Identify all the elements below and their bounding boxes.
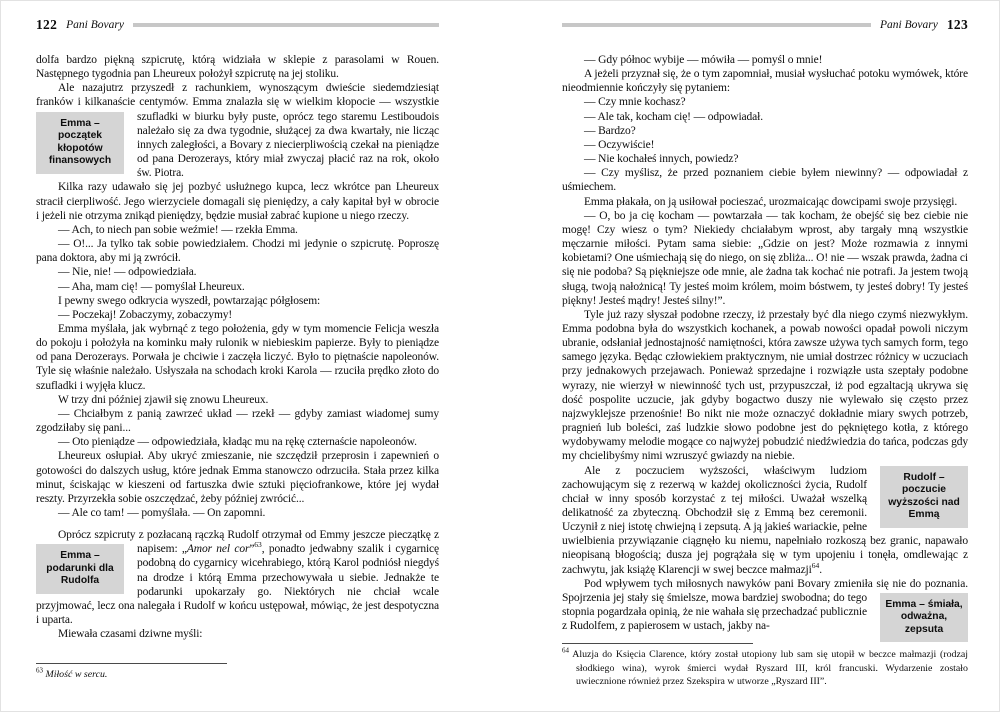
page-122 (1, 1, 500, 712)
paragraph (562, 308, 968, 464)
text-run: — Poczekaj! Zobaczymy, zobaczymy! (58, 308, 233, 321)
paragraph (36, 393, 439, 407)
running-title: Pani Bovary (66, 19, 124, 31)
footnote-block-right (562, 643, 968, 689)
paragraph (36, 435, 439, 449)
page-header-left (36, 18, 439, 32)
text-run: Emma myślała, jak wybrnąć z tego położenia, gdy w tym momencie Felicja weszła do pokoju i położyła na kominku mały rulonik w niebieskim papierze. Były to pieniądze od pana Derozerays. Porwała je chciwie i zaczęła liczyć. Było to piętnaście napoleonów. Tyle się właśnie należało. Usłyszała na schodach kroki Karola — rzuciła prędko złoto do szufladki i wyjęła klucz. (36, 322, 439, 392)
text-run: — Czy mnie kochasz? (584, 96, 686, 109)
text-run: — Nie kochałeś innych, powiedz? (584, 153, 739, 166)
paragraph (562, 152, 968, 166)
page-number: 122 (36, 17, 58, 32)
footnote-ref-64: 64 (811, 560, 820, 570)
text-run-italic: Amor nel cor (186, 543, 250, 556)
margin-note-emma-smiala: Emma – śmiała, odważna, zepsuta (880, 593, 968, 643)
text-run: dolfa bardzo piękną szpicrutę, którą widziała w sklepie z parasolami w Rouen. Następnego tygodnia pan Lheureux położył szpicrutę na jej stoliku. (36, 54, 439, 81)
paragraph (36, 280, 439, 294)
text-run: — Ach, to niech pan sobie weźmie! — rzekła Emma. (58, 223, 298, 236)
page-body-left (36, 53, 439, 641)
text-run: Miewała czasami dziwne myśli: (58, 628, 203, 641)
text-run: Ale nazajutrz przyszedł z rachunkiem, wynoszącym dwieście siedemdziesiąt franków i kilkanaście centymów. Emma znalazła się w wielkim kłopocie — wszystkie (36, 82, 439, 109)
footnote-rule (36, 663, 227, 664)
text-run: — Nie, nie! — odpowiedziała. (58, 266, 197, 279)
paragraph (36, 627, 439, 641)
paragraph (36, 81, 439, 180)
text-run: szufladki w biurku były puste, oprócz tego staremu Lestiboudois należało się za dwa tygodnie, służącej za dwa kwartały, nie licząc innych zaległości, a Bovary z niecierpliwością czekał na pieniądze od pana Derozerays, który miał zwyczaj płacić raz na rok, około św. Piotra. (137, 110, 439, 180)
text-run: — Czy myślisz, że przed poznaniem ciebie byłem niewinny? — odpowiadał z uśmiechem. (562, 167, 968, 194)
paragraph (36, 237, 439, 265)
margin-note-emma-podarunki: Emma – podarunki dla Rudolfa (36, 544, 124, 594)
page-123 (500, 1, 999, 712)
paragraph (36, 180, 439, 222)
paragraph (562, 138, 968, 152)
header-rule (133, 23, 439, 27)
paragraph (562, 110, 968, 124)
text-run: pieczątkę z napisem: „ (137, 529, 439, 556)
margin-note-rudolf-wyzszosc: Rudolf – poczucie wyższości nad Emmą (880, 466, 968, 528)
paragraph (562, 464, 968, 577)
paragraph (562, 67, 968, 95)
text-run: — Gdy północ wybije — mówiła — pomyśl o mnie! (584, 54, 823, 66)
footnote-text: Miłość w sercu. (45, 669, 108, 680)
page-number: 123 (946, 17, 968, 32)
text-run: A jeżeli przyznał się, że o tym zapomniał, musiał wysłuchać potoku wymówek, które nieodmiennie kończyły się pytaniem: (562, 68, 968, 95)
text-run: — Aha, mam cię! — pomyślał Lheureux. (58, 280, 245, 293)
text-run: Oprócz szpicruty z pozłacaną rączką Rudolf otrzymał od Emmy jeszcze (58, 529, 389, 542)
text-run: Emma płakała, on ją usiłował pocieszać, urozmaicając dowcipami swoje przysięgi. (584, 195, 958, 208)
paragraph (562, 53, 968, 67)
text-run: Tyle już razy słyszał podobne rzeczy, iż przestały być dla niego czymś niezwykłym. Emma podobna była do wszystkich kochanek, a powab nowości opadał powoli niczym ubranie, odsłaniał jednostajność namiętności, która zawsze używa tych samych form, tego samego języka. Będąc człowiekiem praktycznym, nie umiał dostrzec różnicy w uczuciach przy jednakowych przejawach. Ponieważ sprzedajne i rozwiązłe usta szeptały podobne wyrazy, nie wierzył w niewinność tych ust, przypuszczał, iż pod egzaltacją ukrywa się dość pospolite uczucie, jak gdyby bogactwo duszy nie wylewało się często przez najzwyklejsze przenośnie! Bo nikt nie może oznaczyć dokładnie miary swych potrzeb, pragnień lub boleści, zaś ludzkie słowo podobne jest do pękniętego kotła, z którego wydobywamy melodie mogące co najwyżej pobudzić niedźwiedzia do tańca, podczas gdy my chcielibyśmy nimi wzruszyć gwiazdy na niebie. (562, 308, 968, 463)
text-run: Spojrzenia jej stały się śmielsze, mowa bardziej swobodna; do tego stopnia pogardzała opinią, że nie wahała się przechadzać publicznie z Rudolfem, z papierosem w ustach, jakby na- (562, 591, 867, 633)
page-header-right (562, 18, 968, 32)
text-run: , ponadto jedwabny szalik i cygarnicę podobną do cygarnicy wicehrabiego, którą Karol podniósł niegdyś na drodze i którą Emma przechowywała u siebie. Jednakże te podarunki upokarzały go. Niektórych nie chciał wcale przyjmować, lecz ona nalegała i Rudolf w końcu ustępował, mówiąc, że jest despotyczna i uparta. (36, 543, 439, 627)
paragraph (562, 124, 968, 138)
paragraph (36, 294, 439, 308)
footnote-marker: 63 (36, 666, 43, 675)
text-run: Ale z poczuciem wyższości, właściwym ludziom zachowującym się z rezerwą w każdej okoliczności życia, Rudolf chciał w inny sposób korzystać z tej miłości. Uważał wszelką delikatność za zbyteczną. Obchodził się z Emmą bez ceremonii. Uczynił z niej istotę chwiejną i zepsutą. A ją jakieś wariackie, pełne uwielbienia przywiązanie ciągnęło ku niemu, napełniało rozkoszą bez granic, napawało nieopisaną błogością; dusza jej pogrążała się w tym upojeniu i tonęła, omdlewając z zachwytu, jak książę Klarencji w swej beczce małmazji (562, 464, 968, 576)
paragraph (36, 322, 439, 393)
footnote-64 (562, 648, 968, 689)
header-rule (562, 23, 871, 27)
text-run: — O!... Ja tylko tak sobie powiedziałem. Chodzi mi jedynie o szpicrutę. Poproszę pana doktora, aby mi ją zwrócił. (36, 238, 439, 265)
text-run: — Ale co tam! — pomyślała. — On zapomni. (58, 507, 266, 519)
running-title: Pani Bovary (880, 19, 938, 31)
footnote-63 (36, 668, 439, 682)
footnote-ref-63: 63 (254, 540, 262, 550)
page-body-right (562, 53, 968, 644)
text-run: W trzy dni później zjawił się znowu Lheureux. (58, 393, 269, 406)
text-run: Kilka razy udawało się jej pozbyć usłużnego kupca, lecz wkrótce pan Lheureux stracił cierpliwość. Jego wierzyciele domagali się pieniędzy, a cały kapitał był w obrocie i jeżeli nie otrzyma znikąd pieniędzy, będzie musiał zabrać kupione u niego rzeczy. (36, 181, 439, 222)
footnote-block-left (36, 663, 439, 682)
text-run: — Ale tak, kocham cię! — odpowiadał. (584, 110, 763, 123)
margin-note-emma-klopoty: Emma – początek kłopotów finansowych (36, 112, 124, 174)
paragraph (562, 195, 968, 209)
paragraph (562, 166, 968, 194)
text-run: — Bardzo? (584, 124, 636, 137)
paragraph (36, 407, 439, 435)
paragraph (36, 506, 439, 520)
paragraph (562, 209, 968, 308)
text-run: I pewny swego odkrycia wyszedł, powtarzając półgłosem: (58, 294, 321, 307)
paragraph (562, 95, 968, 109)
paragraph (36, 265, 439, 279)
text-run: — Chciałbym z panią zawrzeć układ — rzekł — gdyby zamiast wiadomej sumy zgodziłaby się pani... (36, 407, 439, 435)
footnote-marker: 64 (562, 646, 569, 655)
text-run: — O, bo ja cię kocham — powtarzała — tak kocham, że obejść się bez ciebie nie mogę! Czy wiesz o tym? Niekiedy chciałabym wprost, aby targały mną wszystkie męczarnie miłości. Pytam sama siebie: „Gdzie on jest? Może rozmawia z innymi kobietami? One uśmiechają się do niego, on się zbliża... O! nie — wszak prawda, żadna ci się nie podoba? Są piękniejsze ode mnie, ale żadna tak kochać nie potrafi. Ja jestem twoją sługą, twoją nałożnicą! Ty jesteś moim królem, moim bóstwem, ty jesteś dobry! Ty jesteś piękny! Jesteś mądry! Jesteś silny!”. (562, 209, 968, 307)
text-run: . (819, 563, 822, 576)
footnote-rule (562, 643, 753, 644)
text-run: — Oczywiście! (584, 138, 655, 151)
text-run: Lheureux osłupiał. Aby ukryć zmieszanie, nie szczędził przeprosin i zapewnień o gotowości do dalszych usług, które jednak Emma stanowczo odrzuciła. Stała przez kilka minut, ściskając w kieszeni od fartuszka dwie sztuki pięciofrankowe, które jej wydał reszty. Przyrzekła sobie oszczędzać, żeby później zwrócić... (36, 450, 439, 505)
paragraph (36, 449, 439, 506)
paragraph (36, 53, 439, 81)
footnote-text: Aluzja do Księcia Clarence, który został utopiony lub sam się utopił w beczce małmazji (rodzaj słodkiego wina), wyrok śmierci wydał Ryszard III, król francuski. Wydarzenie zostało uwiecznione również przez Szekspira w utworze „Ryszard III”. (572, 649, 968, 687)
paragraph (562, 577, 968, 634)
text-run: Pod wpływem tych miłosnych nawyków pani Bovary zmieniła się nie do poznania. (584, 577, 968, 590)
paragraph (36, 223, 439, 237)
paragraph (36, 528, 439, 627)
text-run: ” (249, 543, 255, 556)
paragraph (36, 308, 439, 322)
text-run: — Oto pieniądze — odpowiedziała, kładąc mu na rękę czternaście napoleonów. (58, 436, 417, 449)
